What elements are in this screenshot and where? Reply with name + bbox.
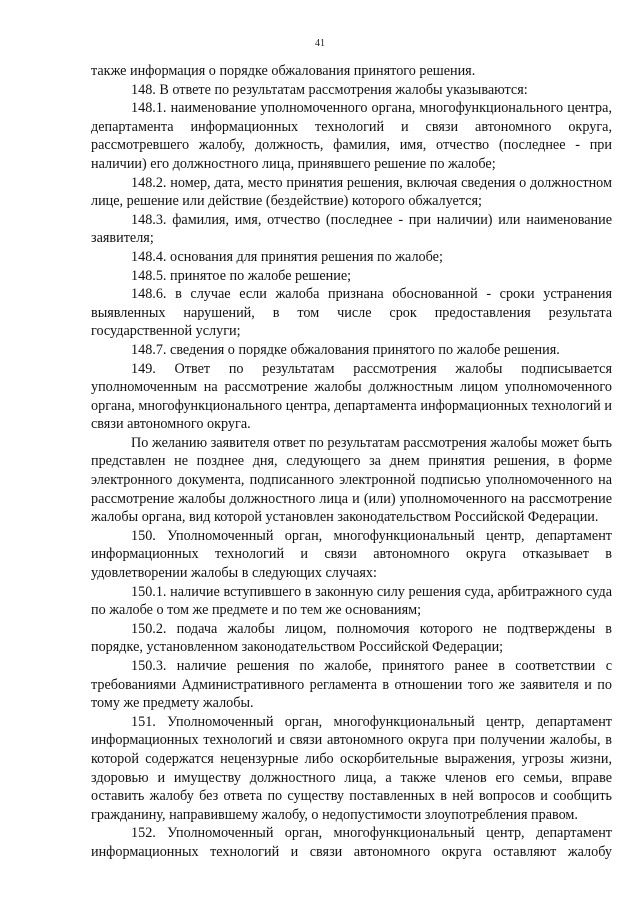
paragraph: 148.4. основания для принятия решения по жалобе; [131, 248, 443, 265]
paragraph: также информация о порядке обжалования принятого решения. [91, 63, 476, 79]
paragraph: 150.3. наличие решения по жалобе, принятого ранее в соответствии с требованиями Административного регламента в отношении того же заявителя и по тому же предмету жалобы. [91, 658, 612, 712]
paragraph: 148.5. принятое по жалобе решение; [131, 267, 352, 284]
paragraph: 149. Ответ по результатам рассмотрения жалобы подписывается уполномоченным на рассмотрение жалобы должностным лицом уполномоченного органа, многофункционального центра, департамента информационных технологий и связи автономного округа. [91, 360, 612, 433]
paragraph: 150.1. наличие вступившего в законную силу решения суда, арбитражного суда по жалобе о том же предмете и по тем же основаниям; [91, 583, 612, 619]
paragraph: 148.3. фамилия, имя, отчество (последнее - при наличии) или наименование заявителя; [91, 211, 612, 247]
paragraph: По желанию заявителя ответ по результатам рассмотрения жалобы может быть представлен не позднее дня, следующего за днем принятия решения, в форме электронного документа, подписанного электронной подписью уполномоченного на рассмотрение жалобы должностного лица и (или) уполномоченного на рассмотрение жалобы органа, вид которой установлен законодательством Российской Федерации. [91, 434, 612, 526]
paragraph: 152. Уполномоченный орган, многофункциональный центр, департамент информационных технологий и связи автономного округа оставляют жалобу [91, 825, 612, 860]
paragraph: 148.2. номер, дата, место принятия решения, включая сведения о должностном лице, решение или действие (бездействие) которого обжалуется; [91, 174, 612, 210]
paragraph: 148.7. сведения о порядке обжалования принятого по жалобе решения. [131, 341, 560, 358]
paragraph: 148.6. в случае если жалоба признана обоснованной - сроки устранения выявленных нарушений, в том числе срок предоставления результата государственной услуги; [91, 286, 612, 340]
paragraph: 151. Уполномоченный орган, многофункциональный центр, департамент информационных технологий и связи автономного округа при получении жалобы, в которой содержатся нецензурные либо оскорбительные выражения, угрозы жизни, здоровью и имуществу должностного лица, а также членов его семьи, вправе оставить жалобу без ответа по существу поставленных в ней вопросов и сообщить гражданину, направившему жалобу, о недопустимости злоупотребления правом. [91, 713, 612, 823]
document-body [91, 62, 612, 862]
paragraph: 148. В ответе по результатам рассмотрения жалобы указываются: [131, 81, 528, 98]
paragraph: 148.1. наименование уполномоченного органа, многофункционального центра, департамента информационных технологий и связи автономного округа, рассмотревшего жалобу, должность, фамилия, имя, отчество (последнее - при наличии) его должностного лица, принявшего решение по жалобе; [91, 100, 612, 172]
paragraph: 150.2. подача жалобы лицом, полномочия которого не подтверждены в порядке, установленном законодательством Российской Федерации; [91, 620, 612, 656]
page-number: 41 [315, 38, 325, 49]
paragraph: 150. Уполномоченный орган, многофункциональный центр, департамент информационных технологий и связи автономного округа отказывает в удовлетворении жалобы в следующих случаях: [91, 527, 612, 582]
